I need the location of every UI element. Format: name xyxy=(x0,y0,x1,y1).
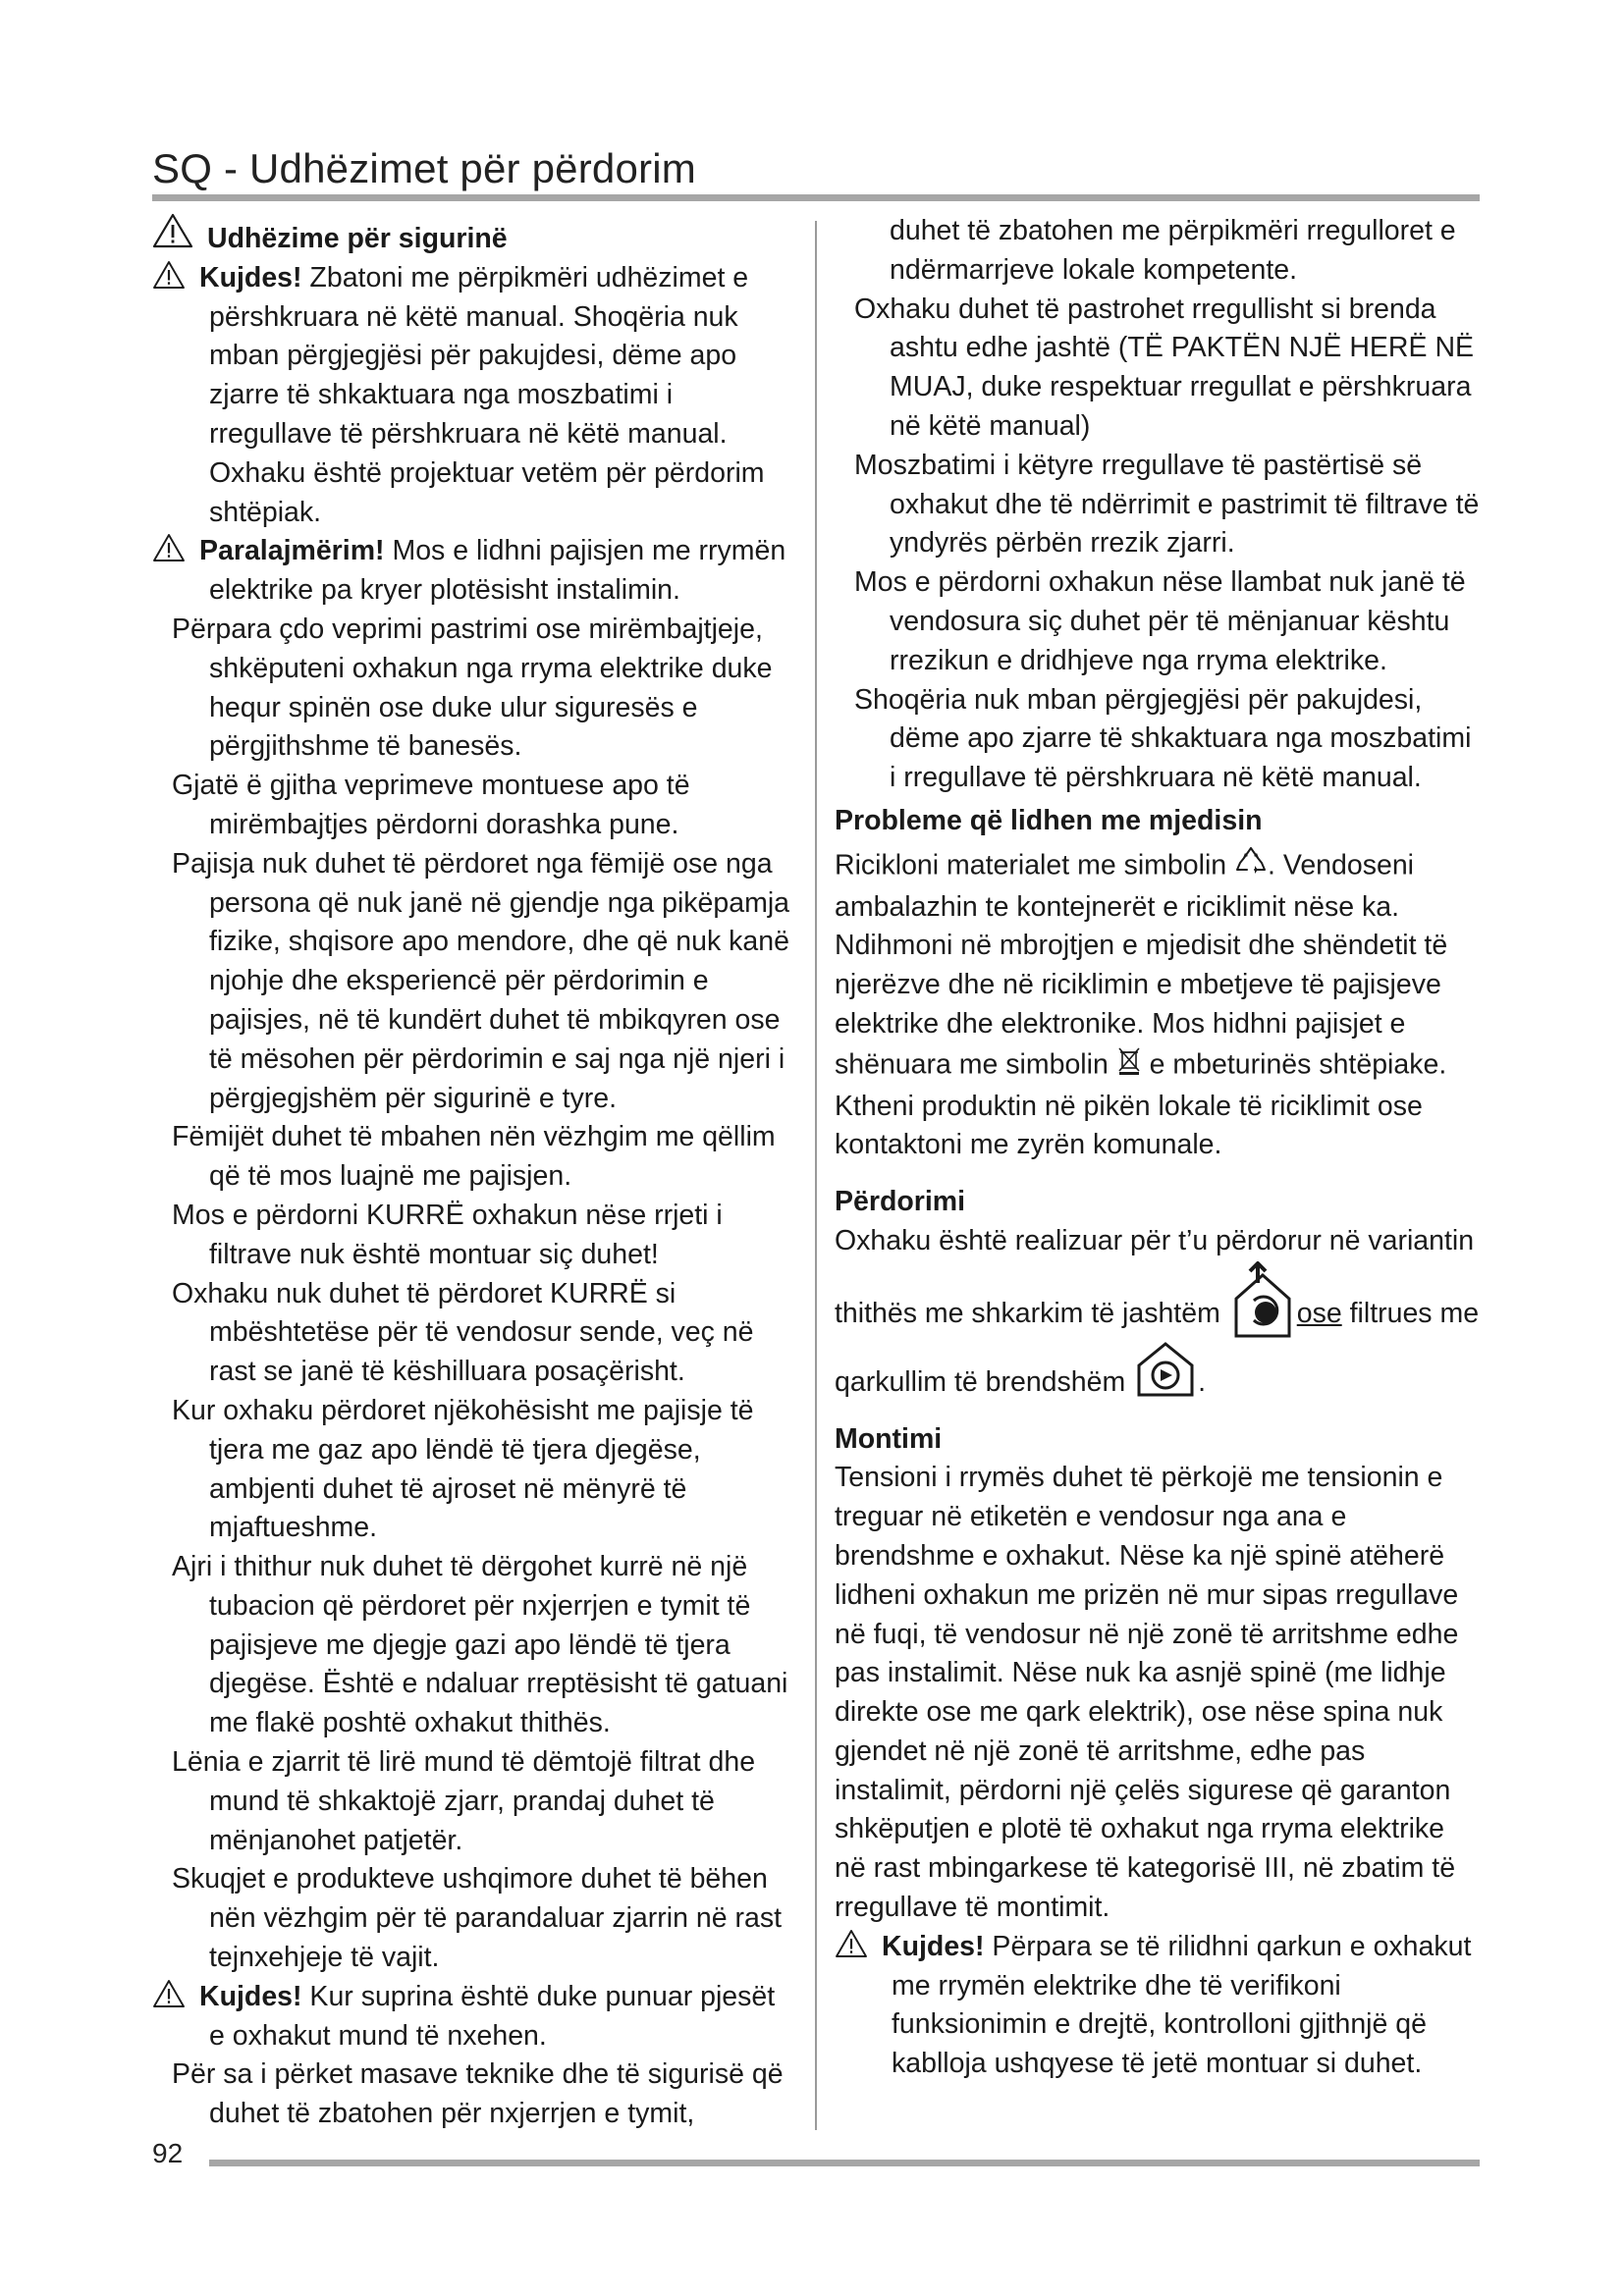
caution-paragraph-2 xyxy=(152,1978,796,2056)
usage-or: ose xyxy=(1296,1297,1342,1329)
usage-paragraph xyxy=(835,1222,1483,1403)
environment-paragraph xyxy=(835,845,1483,1165)
caution-paragraph-1 xyxy=(152,259,796,533)
usage-text-c: . xyxy=(1198,1365,1207,1398)
env-text-b: . Vendoseni ambalazhin te kontejnerët e riciklimit nëse ka. Ndihmoni në mbrojtjen e mjedisit dhe shëndetit të njerëzve dhe në riciklimin e mbetjeve të pajisjeve elektrike dhe elektronike. Mos hidhni pajisjet e shënuara me simbolin xyxy=(835,849,1448,1081)
warning-triangle-icon xyxy=(152,212,193,249)
house-exhaust-icon xyxy=(1228,1261,1297,1340)
environment-title: Probleme që lidhen me mjedisin xyxy=(835,804,1263,836)
mounting-title: Montimi xyxy=(835,1422,943,1455)
caution-label: Kujdes! xyxy=(882,1930,985,1962)
paragraph: Oxhaku nuk duhet të përdoret KURRË si mbështetëse për të vendosur sende, veç në rast se janë të këshilluara posaçërisht. xyxy=(172,1277,754,1388)
paragraph: Përpara çdo veprimi pastrimi ose mirëmbajtjeje, shkëputeni oxhakun nga rryma elektrike duke hequr spinën ose duke ulur siguresës e përgjithshme të banesës. xyxy=(172,613,773,763)
safety-title: Udhëzime për sigurinë xyxy=(207,223,508,254)
right-column xyxy=(835,212,1483,2084)
paragraph: Lënia e zjarrit të lirë mund të dëmtojë filtrat dhe mund të shkaktojë zjarr, prandaj duhet të mënjanohet patjetër. xyxy=(172,1746,756,1856)
continued-paragraph: duhet të zbatohen me përpikmëri rregulloret e ndërmarrjeve lokale kompetente. xyxy=(890,215,1456,286)
paragraph: Për sa i përket masave teknike dhe të sigurisë që duhet të zbatohen për nxjerrjen e tymit, xyxy=(172,2058,784,2130)
paragraph: Fëmijët duhet të mbahen nën vëzhgim me qëllim që të mos luajnë me pajisjen. xyxy=(172,1121,776,1193)
caution-paragraph-3 xyxy=(835,1928,1483,2084)
warning-triangle-icon xyxy=(835,1929,868,1958)
paragraph: Mos e përdorni KURRË oxhakun nëse rrjeti i filtrave nuk është montuar siç duhet! xyxy=(172,1199,723,1270)
paragraph: Shoqëria nuk mban përgjegjësi për pakujdesi, dëme apo zjarre të shkaktuara nga moszbatimi i rregullave të përshkruara në këtë manual. xyxy=(854,683,1472,794)
warning-triangle-icon xyxy=(152,1979,186,2008)
caution-text: Përpara se të rilidhni qarkun e oxhakut me rrymën elektrike dhe të verifikoni funksionimin e drejtë, kontrolloni gjithnjë që kabllojа ushqyese të jetë montuar si duhet. xyxy=(892,1930,1472,2080)
crossed-bin-icon xyxy=(1116,1044,1142,1088)
paragraph: Skuqjet e produkteve ushqimore duhet të bëhen nën vëzhgim për të parandaluar zjarrin në rast tejnxehjeje të vajit. xyxy=(172,1863,782,1974)
header-rule xyxy=(152,194,1480,201)
usage-text-b: filtrues me qarkullim të brendshëm xyxy=(835,1297,1480,1398)
paragraph: Kur oxhaku përdoret njëkohësisht me pajisje të tjera me gaz apo lëndë të tjera djegëse, ambjenti duhet të ajroset në mënyrë të mjaftueshme. xyxy=(172,1394,754,1544)
paragraph: Mos e përdorni oxhakun nëse llambat nuk janë të vendosura siç duhet për të mënjanuar kështu rrezikun e dridhjeve nga rryma elektrike. xyxy=(854,566,1466,676)
paragraph: Gjatë ë gjitha veprimeve montuese apo të mirëmbajtjes përdorni dorashka pune. xyxy=(172,770,690,840)
caution-label: Kujdes! xyxy=(199,1980,302,2012)
paragraph: Ajri i thithur nuk duhet të dërgohet kurrë në një tubacion që përdoret për nxjerrjen e tymit të pajisjeve me djegje gazi apo lëndë të tjera djegëse. Është e ndaluar rreptësisht të gatuani me flakë poshtë oxhakut thithës. xyxy=(172,1551,788,1739)
left-column xyxy=(152,212,796,2134)
warning-paragraph xyxy=(152,532,796,611)
paragraph: Pajisja nuk duhet të përdoret nga fëmijë ose nga persona që nuk janë në gjendje nga pikëpamja fizike, shqisore apo mendore, dhe që nuk kanë njohje dhe eksperiencë për përdorimin e pajisjes, në të kundërt duhet të mbikqyren ose të mësohen për përdorimin e saj nga një njeri i përgjegjshëm për sigurinë e tyre. xyxy=(172,847,790,1114)
env-text-c: e mbeturinës shtëpiake. Ktheni produktin në pikën lokale të riciklimit ose kontaktoni me zyrën komunale. xyxy=(835,1048,1447,1161)
warning-triangle-icon xyxy=(152,533,186,562)
usage-text-a: Oxhaku është realizuar për t’u përdorur në variantin thithës me shkarkim të jashtëm xyxy=(835,1224,1475,1329)
caution-label: Kujdes! xyxy=(199,261,302,294)
mounting-paragraph: Tensioni i rrymës duhet të përkojë me tensionin e treguar në etiketën e vendosur nga ana e brendshme e oxhakut. Nëse ka një spinë atëherë lidheni oxhakun me prizën në mur sipas rregullave në fuqi, të vendosur në një zonë të arritshme edhe pas instalimit. Nëse nuk ka asnjë spinë (me lidhje direkte ose me qark elektrik), ose nëse spina nuk gjendet në një zonë të arritshme, edhe pas instalimit, përdorni një çelës sigurese që garanton shkëputjen e plotë të oxhakut nga rryma elektrike në rast mbingarkese të kategorisë III, në zbatim të rregullave të montimit. xyxy=(835,1462,1459,1924)
recycle-icon xyxy=(1234,845,1268,888)
warning-label: Paralajmërim! xyxy=(199,535,385,567)
recirculation-icon xyxy=(1133,1340,1198,1399)
page-number: 92 xyxy=(152,2138,184,2168)
page-title: SQ - Udhëzimet për përdorim xyxy=(152,145,696,191)
column-divider xyxy=(815,221,817,2130)
caution-text: Kur suprina është duke punuar pjesët e oxhakut mund të nxehen. xyxy=(209,1980,776,2052)
warning-triangle-icon xyxy=(152,260,186,290)
safety-heading xyxy=(152,212,796,259)
paragraph: Moszbatimi i këtyre rregullave të pastërtisë së oxhakut dhe të ndërrimit e pastrimit të filtrave të yndyrës përbën rrezik zjarri. xyxy=(854,449,1480,560)
paragraph: Oxhaku duhet të pastrohet rregullisht si brenda ashtu edhe jashtë (TË PAKTËN NJË HERË NË MUAJ, duke respektuar rregullat e përshkruara në këtë manual) xyxy=(854,293,1475,442)
warning-text: Mos e lidhni pajisjen me rrymën elektrike pa kryer plotësisht instalimin. xyxy=(209,535,786,607)
usage-title: Përdorimi xyxy=(835,1186,966,1218)
caution-text: Zbatoni me përpikmëri udhëzimet e përshkruara në këtë manual. Shoqëria nuk mban përgjegjësi për pakujdesi, dëme apo zjarre të shkaktuara nga moszbatimi i rregullave të përshkruara në këtë manual. Oxhaku është projektuar vetëm për përdorim shtëpiak. xyxy=(209,261,765,528)
footer-rule xyxy=(209,2160,1480,2166)
env-text-a: Ricikloni materialet me simbolin xyxy=(835,849,1235,881)
